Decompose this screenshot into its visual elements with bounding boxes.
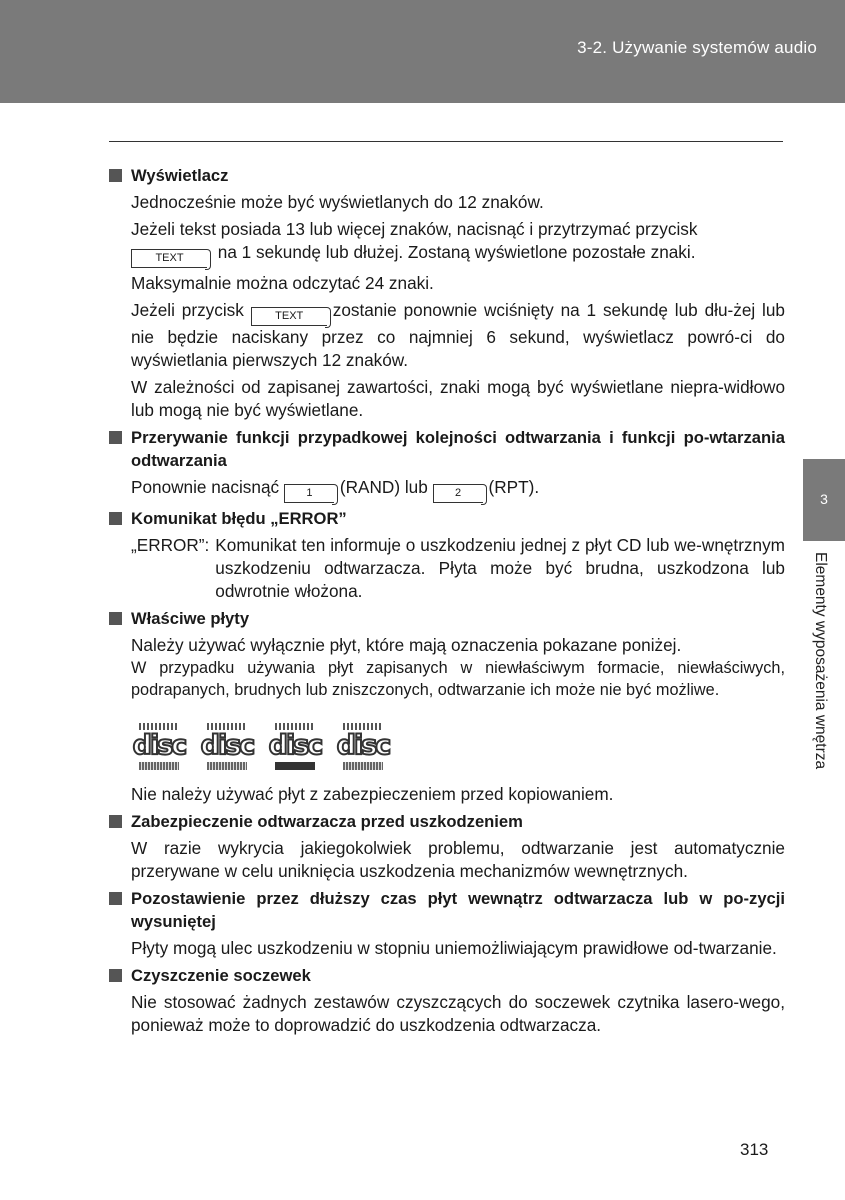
display-p2: Jeżeli tekst posiada 13 lub więcej znaków, nacisnąć i przytrzymać przycisk TEXT na 1 sekundę lub dłużej. Zostaną wyświetlone pozostałe znaki. (131, 218, 785, 268)
leaving-p1: Płyty mogą ulec uszkodzeniu w stopniu uniemożliwiającym prawidłowe od-twarzanie. (131, 938, 777, 958)
bullet-square-icon (109, 169, 122, 182)
bullet-square-icon (109, 815, 122, 828)
compact-disc-text-logo-icon: disc (199, 723, 255, 771)
button-2-icon: 2 (433, 484, 483, 503)
cleaning-p1: Nie stosować żadnych zestawów czyszczących do soczewek czytnika lasero-wego, ponieważ może to doprowadzić do uszkodzenia odtwarzacza. (131, 992, 785, 1035)
compact-disc-logo-icon: disc (131, 723, 187, 771)
heading-protection: Zabezpieczenie odtwarzacza przed uszkodzeniem (109, 810, 785, 833)
compact-disc-rewritable-logo-icon: disc (335, 723, 391, 771)
error-label: „ERROR”: (131, 535, 210, 555)
bullet-square-icon (109, 892, 122, 905)
heading-display: Wyświetlacz (109, 164, 785, 187)
heading-error: Komunikat błędu „ERROR” (109, 507, 785, 530)
bullet-square-icon (109, 969, 122, 982)
chapter-tab (803, 459, 845, 541)
compact-disc-recordable-logo-icon: disc (267, 723, 323, 771)
header-band (0, 0, 845, 103)
protection-p1: W razie wykrycia jakiegokolwiek problemu, odtwarzanie jest automatycznie przerywane w celu uniknięcia uszkodzenia mechanizmów wewnętrznych. (131, 838, 785, 881)
heading-leaving: Pozostawienie przez dłuższy czas płyt wewnątrz odtwarzacza lub w po-zycji wysuniętej (109, 887, 785, 933)
text-button-icon: TEXT (251, 307, 327, 326)
heading-cleaning: Czyszczenie soczewek (109, 964, 785, 987)
discs-p2: W przypadku używania płyt zapisanych w niewłaściwym formacie, niewłaściwych, podrapanych, brudnych lub zniszczonych, odtwarzanie ich może nie być możliwe. (131, 659, 785, 699)
disc-logos (131, 723, 785, 771)
discs-p1: Należy używać wyłącznie płyt, które mają oznaczenia pokazane poniżej. (131, 635, 682, 655)
bullet-square-icon (109, 512, 122, 525)
section-title: 3-2. Używanie systemów audio (577, 38, 817, 57)
header-rule (109, 141, 783, 142)
text-button-icon: TEXT (131, 249, 207, 268)
page-content (109, 160, 785, 1037)
chapter-label: Elementy wyposażenia wnętrza (812, 552, 829, 770)
chapter-number: 3 (820, 491, 828, 507)
discs-p3: Nie należy używać płyt z zabezpieczeniem przed kopiowaniem. (131, 784, 614, 804)
bullet-square-icon (109, 431, 122, 444)
display-p5: W zależności od zapisanej zawartości, znaki mogą być wyświetlane niepra-widłowo lub mogą nie być wyświetlane. (131, 377, 785, 420)
error-text: Komunikat ten informuje o uszkodzeniu jednej z płyt CD lub we-wnętrznym uszkodzeniu odtwarzacza. Płyta może być brudna, uszkodzona lub odwrotnie włożona. (215, 535, 785, 601)
error-row (131, 534, 785, 603)
display-p4: Jeżeli przycisk TEXT zostanie ponownie wciśnięty na 1 sekundę lub dłu-żej lub nie będzie naciskany przez co najmniej 6 sekund, wyświetlacz powró-ci do wyświetlania pierwszych 12 znaków. (131, 300, 785, 370)
heading-repeat: Przerywanie funkcji przypadkowej kolejności odtwarzania i funkcji po-wtarzania odtwarzania (109, 426, 785, 472)
bullet-square-icon (109, 612, 122, 625)
display-p3: Maksymalnie można odczytać 24 znaki. (131, 273, 434, 293)
repeat-p1: Ponownie nacisnąć 1 (RAND) lub 2 (RPT). (131, 476, 785, 503)
heading-discs: Właściwe płyty (109, 607, 785, 630)
button-1-icon: 1 (284, 484, 334, 503)
display-p1: Jednocześnie może być wyświetlanych do 12 znaków. (131, 192, 544, 212)
page-number: 313 (740, 1140, 769, 1159)
